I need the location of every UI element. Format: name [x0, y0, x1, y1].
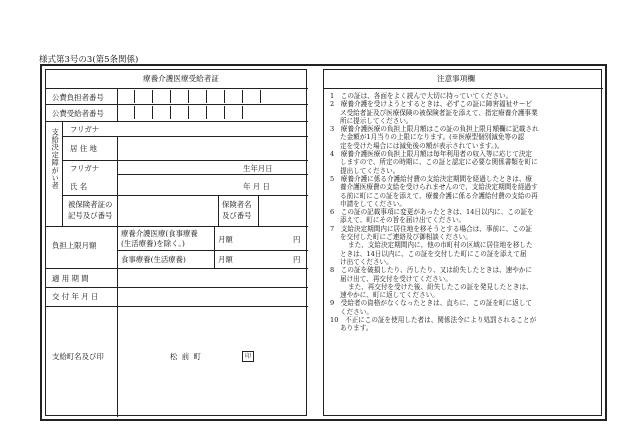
recipient-section-label: 支給決定障がい者 [51, 128, 61, 190]
number-box [225, 106, 243, 119]
note-line: 届け出て、再交付を受けてください。 [340, 274, 452, 283]
number-box [207, 106, 225, 119]
note-line: 7 支給決定期間内に居住地を移そうとする場合は、事前に、この証 [330, 224, 533, 233]
note-line: を交付した町にご連絡及び御相談ください。 [340, 233, 472, 242]
town-name: 松 前 町 [170, 352, 202, 361]
note-line: 速やかに、町に返してください。 [340, 291, 439, 300]
furigana-label: フリガナ [70, 125, 100, 134]
note-line: ときは、14日以内に、この証を交付した町にこの証を添えて届 [340, 249, 527, 258]
note-line: 8 この証を破損したり、汚したり、又は紛失したときは、速やかに [330, 266, 533, 275]
insurer-label-1: 保険者名 [222, 200, 252, 209]
furigana-label-2: フリガナ [70, 164, 100, 173]
medical-limit-label-1: 療養介護医療(食事療養 [121, 229, 198, 238]
issuing-town-label: 支給町名及び印 [52, 352, 104, 361]
meal-limit-label: 食事療養(生活療養) [121, 255, 186, 264]
validity-period-label: 適 用 期 間 [52, 274, 89, 283]
meal-yen-unit: 円 [293, 255, 301, 264]
note-line: ください。 [340, 307, 373, 316]
note-line: 養介護医療費の支給を受けられませんので、支給決定期間を経過す [340, 183, 538, 192]
meal-monthly-label: 月額 [218, 255, 233, 264]
number-box [135, 90, 153, 103]
public-recipient-number-label: 公費受給者番号 [52, 109, 104, 118]
note-line: 添えて、町にその旨を届け出てください。 [340, 216, 466, 225]
certificate-panel [45, 69, 307, 416]
note-line: 4 療養介護医療の負担上限月額は毎年利用者の収入等に応じて決定 [330, 150, 533, 159]
medical-monthly-label: 月額 [218, 235, 233, 244]
note-line: 5 療養介護に係る介護給付費の支給決定期間を経過したときは、療 [330, 174, 533, 183]
note-line: 所に提示してください。 [340, 116, 413, 125]
insurer-label-2: 及び番号 [222, 211, 252, 220]
certificate-title: 療養介護医療受給者証 [143, 74, 219, 83]
form-number-label: 様式第3号の3(第5条関係) [39, 55, 139, 65]
public-payer-number-label: 公費負担者番号 [52, 93, 104, 102]
number-box [207, 90, 225, 103]
note-line: 2 療養介護を受けようとするときは、必ずこの証に障害福祉サービ [330, 100, 533, 109]
issue-date-label: 交 付 年 月 日 [52, 292, 99, 301]
notes-title: 注意事項欄 [437, 74, 475, 83]
number-box [135, 106, 153, 119]
birthdate-label: 生年月日 [243, 164, 273, 173]
medical-limit-label-2: (生活療養)を除く。) [121, 239, 185, 248]
insured-card-label-1: 被保険者証の [68, 200, 113, 209]
number-box [117, 90, 135, 103]
note-line: 提出してください。 [340, 166, 400, 175]
number-box [189, 90, 207, 103]
number-box [171, 106, 189, 119]
number-box [171, 90, 189, 103]
number-box [243, 90, 261, 103]
number-box [153, 90, 171, 103]
note-line: 6 この証の記載事項に変更があったときは、14日以内に、この証を [330, 208, 534, 217]
number-box [153, 106, 171, 119]
note-line: 定を受けた場合には減免後の額が表示されています。)。 [340, 141, 504, 150]
address-label: 居 住 地 [70, 144, 97, 153]
number-box [117, 106, 135, 119]
note-line: 10 不正にこの証を使用した者は、関係法令により処罰されることが [330, 316, 537, 325]
monthly-limit-label: 負担上限月額 [52, 241, 97, 250]
note-line: あります。 [340, 324, 373, 333]
insured-card-label-2: 記号及び番号 [68, 211, 113, 220]
note-line: け出てください。 [340, 257, 393, 266]
note-line: る前に町にこの証を添えて、療養介護に係る介護給付費の支給の再 [340, 191, 538, 200]
notes-panel [323, 69, 602, 416]
note-line: 1 この証は、各面をよく読んで大切に持っていてください。 [330, 92, 513, 100]
town-seal-mark: 印 [242, 351, 254, 362]
medical-yen-unit: 円 [293, 235, 301, 244]
note-line: また、再交付を受けた後、紛失したこの証を発見したときは、 [348, 282, 533, 291]
note-line: しますので、所定の時期に、この証と認定に必要な関係書類を町に [340, 158, 538, 167]
note-line: 3 療養介護医療の負担上限月額はこの証の負担上限月額欄に記載され [330, 125, 539, 134]
note-line: 申請をしてください。 [340, 199, 406, 208]
note-line: た金額が1月当りの上限になります。(※医療型個別減免等の認 [340, 133, 525, 142]
number-box [189, 106, 207, 119]
note-line: また、支給決定期間内に、他の市町村の区域に居住地を移した [348, 241, 533, 250]
name-label: 氏 名 [70, 182, 88, 191]
notes-list [330, 92, 596, 333]
number-box [225, 90, 243, 103]
note-line: 9 受給者の資格がなくなったときは、直ちに、この証を町に返して [330, 299, 533, 308]
note-line: ス受給者証及び医療保険の被保険者証を添えて、指定療養介護事業 [340, 108, 538, 117]
birthdate-value: 年 月 日 [243, 182, 270, 191]
